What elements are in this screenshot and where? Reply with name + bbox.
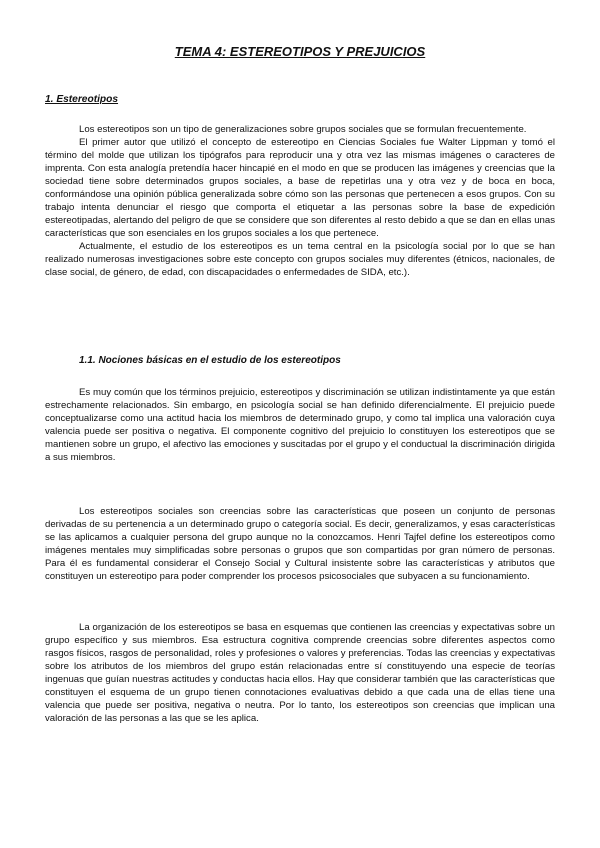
section-heading-estereotipos: 1. Estereotipos [45,94,119,105]
subsection-heading-nociones: 1.1. Nociones básicas en el estudio de los estereotipos [79,355,341,366]
paragraph: Actualmente, el estudio de los estereotipos es un tema central en la psicología social por lo que se han realizado numerosas investigaciones sobre este concepto con grupos sociales muy diferentes (étnicos, nacionales, de clase social, de género, de edad, con discapacidades o enfermedades de SIDA, etc.). [45,241,555,278]
paragraph: Es muy común que los términos prejuicio, estereotipos y discriminación se utilizan indistintamente ya que están estrechamente relacionados. Sin embargo, en psicología social se han definido diferencialmente. El prejuicio puede conceptualizarse como una actitud hacia los miembros de determinado grupo, y como tal implica una valoración cuya valencia puede ser positiva o negativa. El componente cognitivo del prejuicio lo constituyen los estereotipos que se mantienen sobre un grupo, el afectivo las emociones y suscitadas por el grupo y el conductual la discriminación dirigida a sus miembros. [45,387,555,463]
section1-body [45,123,555,279]
paragraph: Los estereotipos sociales son creencias sobre las características que poseen un conjunto de personas derivadas de su pertenencia a un determinado grupo o categoría social. Es decir, generalizamos, y esas características se las aplicamos a cualquier persona del grupo aunque no la conozcamos. Henri Tajfel define los estereotipos como imágenes mentales muy simplificadas sobre personas o grupos que son compartidas por gran número de personas. Para él es fundamental considerar el Consejo Social y Cultural insistente sobre las características y atributos que constituyen un estereotipo para poder comprender los procesos psicosociales que subyacen a su funcionamiento. [45,506,555,582]
paragraph: El primer autor que utilizó el concepto de estereotipo en Ciencias Sociales fue Walter Lippman y tomó el término del molde que utilizan los tipógrafos para reproducir una y otra vez las mismas imágenes o caracteres de imprenta. Con esta analogía pretendía hacer hincapié en el modo en que se producen las imágenes y creencias que la sociedad tiene sobre determinados grupos sociales, a base de repetirlas una y otra vez y de boca en boca, conformándose una opinión pública generalizada sobre cómo son las personas que pertenecen a esos grupos. Con su trabajo intenta denunciar el riesgo que comporta el etiquetar a las personas sobre la base de expedición estereotipadas, alertando del peligro de que se considere que son diferentes al resto debido a que se dan en ellas unas características que son esenciales en los grupos sociales a los que pertenece. [45,137,555,239]
subsection-body-c [45,621,555,725]
paragraph: Los estereotipos son un tipo de generalizaciones sobre grupos sociales que se formulan frecuentemente. [79,124,527,135]
subsection-body-b [45,505,555,583]
page-title: TEMA 4: ESTEREOTIPOS Y PREJUICIOS [174,44,426,59]
paragraph: La organización de los estereotipos se basa en esquemas que contienen las creencias y expectativas sobre un grupo específico y sus miembros. Esa estructura cognitiva comprende creencias sobre diferentes aspectos como rasgos físicos, rasgos de personalidad, roles y profesiones o valores y preferencias. Todas las creencias y expectativas sobre los atributos de los miembros del grupo están relacionadas entre sí constituyendo una especie de teorías ingenuas que guían nuestras actitudes y conductas hacia ellos. Hay que considerar también que las características que constituyen el esquema de un grupo tienen connotaciones evaluativas debido a que cada una de ellas tiene una valencia que puede ser positiva, negativa o neutra. Por lo tanto, los estereotipos son creencias que implican una valoración de las personas a las que se les aplica. [45,622,555,724]
subsection-body-a [45,386,555,464]
